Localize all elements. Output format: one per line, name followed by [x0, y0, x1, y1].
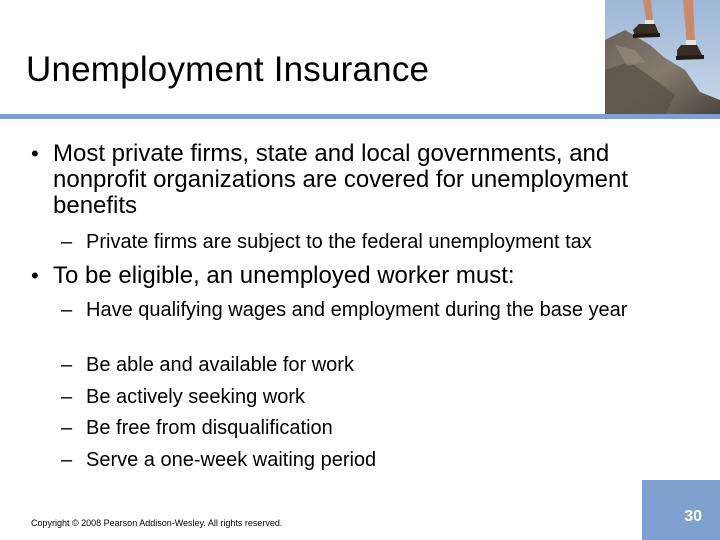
bullet-item: [31, 140, 683, 219]
sub-bullet-text: Have qualifying wages and employment during the base year: [86, 299, 628, 321]
sub-bullet-marker: –: [61, 386, 73, 408]
sub-bullet-marker: –: [61, 417, 73, 439]
page-number: 30: [684, 508, 702, 525]
sub-bullet-item: [61, 449, 696, 471]
sub-bullet-item: [61, 299, 696, 321]
bullet-item: [31, 262, 683, 289]
sub-bullet-item: [61, 354, 696, 376]
bullet-marker: •: [31, 263, 39, 288]
bullet-text: To be eligible, an unemployed worker must:: [53, 262, 515, 289]
sub-bullet-text: Private firms are subject to the federal unemployment tax: [86, 231, 592, 253]
sub-bullet-text: Serve a one-week waiting period: [86, 449, 377, 471]
sub-bullet-item: [61, 231, 696, 253]
sub-bullet-marker: –: [61, 449, 73, 471]
copyright-notice: Copyright © 2008 Pearson Addison-Wesley. All rights reserved.: [31, 518, 283, 528]
bullet-marker: •: [31, 141, 39, 166]
sub-bullet-text: Be able and available for work: [86, 354, 354, 376]
sub-bullet-item: [61, 417, 696, 439]
sub-bullet-item: [61, 386, 696, 408]
page-number-box: [642, 480, 720, 540]
sub-bullet-marker: –: [61, 231, 73, 253]
sub-bullet-text: Be actively seeking work: [86, 386, 305, 408]
sub-bullet-marker: –: [61, 354, 73, 376]
bullet-text: Most private firms, state and local governments, and nonprofit organizations are covered for unemployment benefits: [53, 140, 628, 219]
sub-bullet-text: Be free from disqualification: [86, 417, 333, 439]
sub-bullet-marker: –: [61, 299, 73, 321]
slide-title: Unemployment Insurance: [26, 50, 430, 89]
